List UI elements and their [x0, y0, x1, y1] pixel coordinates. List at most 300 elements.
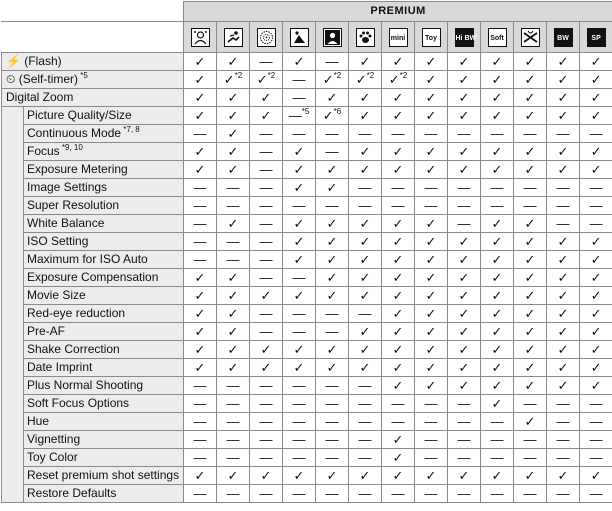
- row-label-text: Movie Size: [27, 288, 86, 302]
- cell-mark: —: [293, 72, 306, 87]
- cell-mark: —: [260, 234, 273, 249]
- mode-column-header: [382, 22, 415, 53]
- available-check: [283, 53, 316, 71]
- unavailable-dash: [283, 125, 316, 143]
- cell-mark: ✓: [492, 324, 503, 339]
- cell-mark: ✓: [360, 144, 371, 159]
- cell-mark: ✓: [294, 234, 305, 249]
- unavailable-dash: [481, 449, 514, 467]
- unavailable-dash: [415, 125, 448, 143]
- unavailable-dash: [448, 215, 481, 233]
- fireworks-icon: [257, 28, 276, 47]
- portrait-soft-icon: [191, 28, 210, 47]
- available-check: [316, 233, 349, 251]
- available-check: [382, 449, 415, 467]
- cell-mark: —: [326, 54, 339, 69]
- available-check: [580, 71, 612, 89]
- cell-mark: —: [557, 486, 570, 501]
- unavailable-dash: [250, 485, 283, 503]
- available-check: [250, 287, 283, 305]
- unavailable-dash: [448, 179, 481, 197]
- cell-mark: —: [326, 126, 339, 141]
- row-label-text: Exposure Metering: [27, 162, 128, 176]
- cell-mark: —: [557, 396, 570, 411]
- available-check: [547, 467, 580, 485]
- unavailable-dash: [283, 89, 316, 107]
- cell-mark: ✓: [426, 342, 437, 357]
- cell-mark: ✓: [393, 432, 404, 447]
- cell-mark: —: [326, 144, 339, 159]
- cell-mark: ✓: [294, 216, 305, 231]
- available-check: [349, 215, 382, 233]
- unavailable-dash: [514, 449, 547, 467]
- available-check: [514, 251, 547, 269]
- cell-mark: —: [326, 378, 339, 393]
- cell-mark: ✓: [426, 90, 437, 105]
- available-check: [217, 71, 250, 89]
- table-row: [2, 341, 612, 359]
- cell-mark: ✓: [327, 468, 338, 483]
- available-check: [580, 161, 612, 179]
- available-check: [514, 107, 547, 125]
- available-check: [382, 53, 415, 71]
- cell-mark: ✓: [393, 234, 404, 249]
- cell-mark: —: [491, 198, 504, 213]
- table-row: [2, 449, 612, 467]
- unavailable-dash: [382, 485, 415, 503]
- cell-mark: ✓: [426, 216, 437, 231]
- cell-mark: —: [194, 396, 207, 411]
- available-check: [580, 233, 612, 251]
- table-row: [2, 107, 612, 125]
- unavailable-dash: [250, 143, 283, 161]
- cell-mark: ✓: [525, 414, 536, 429]
- available-check: [415, 143, 448, 161]
- cell-mark: ✓: [195, 342, 206, 357]
- row-label-text: Digital Zoom: [6, 90, 73, 104]
- unavailable-dash: [250, 251, 283, 269]
- cell-mark: —: [260, 450, 273, 465]
- cell-mark: ✓: [492, 270, 503, 285]
- unavailable-dash: [481, 485, 514, 503]
- cell-mark: —: [260, 414, 273, 429]
- unavailable-dash: [184, 179, 217, 197]
- available-check: [349, 89, 382, 107]
- available-check: [283, 179, 316, 197]
- available-check: [448, 251, 481, 269]
- unavailable-dash: [316, 125, 349, 143]
- available-check: [580, 467, 612, 485]
- cell-mark: —: [425, 396, 438, 411]
- available-check: [481, 323, 514, 341]
- table-row: [2, 143, 612, 161]
- header-blank-corner: [2, 2, 184, 22]
- cell-mark: ✓: [525, 306, 536, 321]
- cell-mark: —: [260, 144, 273, 159]
- table-row: [2, 233, 612, 251]
- cell-mark: ✓: [426, 144, 437, 159]
- available-check: [283, 143, 316, 161]
- unavailable-dash: [217, 233, 250, 251]
- cell-mark: ✓: [327, 342, 338, 357]
- unavailable-dash: [250, 377, 283, 395]
- unavailable-dash: [448, 125, 481, 143]
- available-check: [382, 377, 415, 395]
- cell-mark: —: [260, 270, 273, 285]
- unavailable-dash: [316, 197, 349, 215]
- unavailable-dash: [184, 449, 217, 467]
- cell-mark: —: [260, 126, 273, 141]
- cell-mark: —: [359, 198, 372, 213]
- cell-mark: ✓: [360, 54, 371, 69]
- cell-mark: —: [326, 306, 339, 321]
- available-check: [580, 269, 612, 287]
- row-label: [2, 53, 184, 71]
- self-timer-icon: ⏲: [6, 72, 15, 86]
- cell-mark: —: [293, 126, 306, 141]
- unavailable-dash: [349, 449, 382, 467]
- cell-mark: ✓: [426, 288, 437, 303]
- cell-mark: ✓: [195, 72, 206, 87]
- row-label-text: Focus: [27, 144, 60, 158]
- table-row: [2, 215, 612, 233]
- available-check: [250, 341, 283, 359]
- available-check: [580, 323, 612, 341]
- row-label-text: (Flash): [24, 54, 61, 68]
- cell-mark: ✓: [261, 288, 272, 303]
- unavailable-dash: [580, 395, 612, 413]
- available-check: [349, 287, 382, 305]
- unavailable-dash: [415, 197, 448, 215]
- cell-mark: —: [326, 414, 339, 429]
- available-check: [217, 269, 250, 287]
- cell-mark: ✓: [393, 468, 404, 483]
- cell-mark: ✓: [525, 216, 536, 231]
- unavailable-dash: [481, 179, 514, 197]
- row-label-text: (Self-timer): [19, 72, 78, 86]
- available-check: [481, 233, 514, 251]
- cell-mark: ✓: [426, 324, 437, 339]
- sepia-icon: SP: [587, 28, 606, 47]
- available-check: [349, 341, 382, 359]
- available-check: [184, 143, 217, 161]
- unavailable-dash: [283, 485, 316, 503]
- mode-column-header: [415, 22, 448, 53]
- cell-mark: —: [326, 486, 339, 501]
- cell-mark: ✓: [360, 90, 371, 105]
- cell-mark: —: [392, 396, 405, 411]
- row-label: [24, 143, 184, 161]
- mode-column-header: [184, 22, 217, 53]
- mode-icon-row: [2, 22, 612, 53]
- unavailable-dash: [283, 71, 316, 89]
- high-contrast-bw-icon: Hi BW: [455, 28, 474, 47]
- available-check: [349, 71, 382, 89]
- available-check: [481, 71, 514, 89]
- cell-mark: ✓: [558, 468, 569, 483]
- cell-mark: ✓: [261, 342, 272, 357]
- cell-mark: —: [260, 396, 273, 411]
- cell-mark: —: [260, 252, 273, 267]
- available-check: [481, 467, 514, 485]
- unavailable-dash: [184, 125, 217, 143]
- unavailable-dash: [316, 377, 349, 395]
- cell-mark: —: [458, 414, 471, 429]
- cell-mark: ✓: [591, 234, 602, 249]
- cell-mark: ✓: [393, 162, 404, 177]
- row-footnote: *9, 10: [60, 143, 83, 152]
- available-check: [184, 341, 217, 359]
- table-row: [2, 395, 612, 413]
- cell-mark: ✓: [393, 144, 404, 159]
- unavailable-dash: [580, 215, 612, 233]
- cell-mark: ✓: [558, 324, 569, 339]
- cell-mark: ✓: [426, 72, 437, 87]
- unavailable-dash: [448, 197, 481, 215]
- available-check: [514, 305, 547, 323]
- unavailable-dash: [580, 431, 612, 449]
- cell-mark: ✓: [426, 378, 437, 393]
- available-check: [382, 269, 415, 287]
- unavailable-dash: [283, 269, 316, 287]
- cell-mark: ✓: [591, 378, 602, 393]
- cell-mark: ✓: [525, 108, 536, 123]
- unavailable-dash: [217, 413, 250, 431]
- unavailable-dash: [283, 431, 316, 449]
- available-check: [514, 233, 547, 251]
- available-check: [349, 269, 382, 287]
- available-check: [382, 305, 415, 323]
- unavailable-dash: [514, 125, 547, 143]
- cell-mark: ✓: [558, 234, 569, 249]
- available-check: [184, 161, 217, 179]
- unavailable-dash: [448, 395, 481, 413]
- cell-mark: —: [194, 198, 207, 213]
- premium-title: PREMIUM: [184, 2, 612, 22]
- cell-mark: ✓: [591, 270, 602, 285]
- table-row: [2, 161, 612, 179]
- table-row: [2, 53, 612, 71]
- available-check: [481, 287, 514, 305]
- available-check: [448, 143, 481, 161]
- cell-mark: ✓: [591, 252, 602, 267]
- cell-mark: ✓: [360, 270, 371, 285]
- available-check: [316, 89, 349, 107]
- cell-mark: —: [359, 378, 372, 393]
- cell-mark: ✓: [525, 270, 536, 285]
- unavailable-dash: [283, 413, 316, 431]
- unavailable-dash: [316, 53, 349, 71]
- unavailable-dash: [184, 377, 217, 395]
- cell-mark: —: [425, 126, 438, 141]
- cell-mark: —: [458, 216, 471, 231]
- row-label-text: Super Resolution: [27, 198, 119, 212]
- cell-mark: —: [194, 252, 207, 267]
- unavailable-dash: [250, 179, 283, 197]
- cell-mark: ✓: [323, 72, 334, 87]
- unavailable-dash: [250, 215, 283, 233]
- cell-mark: —: [227, 252, 240, 267]
- available-check: [415, 377, 448, 395]
- available-check: [415, 215, 448, 233]
- available-check: [448, 233, 481, 251]
- cell-mark: ✓: [591, 288, 602, 303]
- cell-mark: ✓: [492, 234, 503, 249]
- available-check: [382, 89, 415, 107]
- cell-mark: ✓: [525, 360, 536, 375]
- unavailable-dash: [448, 431, 481, 449]
- cell-mark: ✓: [426, 252, 437, 267]
- unavailable-dash: [382, 395, 415, 413]
- table-row: [2, 125, 612, 143]
- cell-mark: ✓: [459, 72, 470, 87]
- unavailable-dash: [514, 431, 547, 449]
- mode-column-header: [250, 22, 283, 53]
- available-check: [316, 179, 349, 197]
- available-check: [184, 53, 217, 71]
- available-check: [514, 377, 547, 395]
- available-check: [481, 359, 514, 377]
- cell-mark: ✓: [591, 342, 602, 357]
- available-check: [514, 341, 547, 359]
- cell-mark: ✓: [492, 288, 503, 303]
- row-label-text: Restore Defaults: [27, 486, 116, 500]
- cell-mark: —: [524, 180, 537, 195]
- cell-mark: ✓: [195, 468, 206, 483]
- cell-mark: ✓: [426, 54, 437, 69]
- available-check: [448, 161, 481, 179]
- flash-icon: ⚡: [6, 54, 21, 68]
- unavailable-dash: [283, 305, 316, 323]
- unavailable-dash: [481, 125, 514, 143]
- cell-mark: ✓: [195, 144, 206, 159]
- cell-mark: ✓: [360, 468, 371, 483]
- available-check: [184, 71, 217, 89]
- row-label: [24, 107, 184, 125]
- unavailable-dash: [514, 485, 547, 503]
- cell-mark: —: [260, 432, 273, 447]
- row-footnote: *5: [78, 71, 88, 80]
- cell-mark: —: [458, 450, 471, 465]
- available-check: [415, 251, 448, 269]
- cell-mark: —: [260, 324, 273, 339]
- available-check: [580, 287, 612, 305]
- cell-mark: —: [458, 126, 471, 141]
- available-check: [580, 89, 612, 107]
- cell-mark: —: [227, 486, 240, 501]
- available-check: [250, 107, 283, 125]
- cell-mark: —: [326, 432, 339, 447]
- row-label: [24, 431, 184, 449]
- available-check: [481, 89, 514, 107]
- cell-mark: ✓: [195, 108, 206, 123]
- table-row: [2, 359, 612, 377]
- unavailable-dash: [217, 377, 250, 395]
- available-check: [448, 359, 481, 377]
- cell-mark: ✓: [261, 468, 272, 483]
- available-check: [316, 287, 349, 305]
- cell-mark: —: [293, 306, 306, 321]
- cell-mark: ✓: [459, 90, 470, 105]
- available-check: [316, 359, 349, 377]
- cell-mark: —: [557, 216, 570, 231]
- cell-mark: —: [590, 216, 603, 231]
- cell-mark: ✓: [558, 54, 569, 69]
- row-label: [24, 359, 184, 377]
- available-check: [382, 287, 415, 305]
- cell-mark: ✓: [327, 270, 338, 285]
- available-check: [349, 323, 382, 341]
- available-check: [448, 323, 481, 341]
- cell-mark: ✓: [525, 324, 536, 339]
- cell-mark: ✓: [558, 252, 569, 267]
- available-check: [415, 71, 448, 89]
- cell-mark: ✓: [426, 468, 437, 483]
- available-check: [514, 287, 547, 305]
- row-label: [2, 89, 184, 107]
- cell-mark: ✓: [459, 252, 470, 267]
- cell-mark: —: [293, 432, 306, 447]
- cell-mark: ✓: [591, 108, 602, 123]
- cell-mark: ✓: [228, 216, 239, 231]
- unavailable-dash: [547, 431, 580, 449]
- row-label: [24, 161, 184, 179]
- unavailable-dash: [250, 323, 283, 341]
- cell-footnote: *6: [334, 107, 342, 116]
- cell-mark: —: [524, 432, 537, 447]
- unavailable-dash: [316, 431, 349, 449]
- cell-mark: ✓: [294, 162, 305, 177]
- cell-mark: ✓: [426, 306, 437, 321]
- available-check: [547, 143, 580, 161]
- cell-mark: ✓: [492, 162, 503, 177]
- cell-mark: —: [458, 198, 471, 213]
- available-check: [580, 359, 612, 377]
- available-check: [382, 107, 415, 125]
- unavailable-dash: [448, 449, 481, 467]
- cell-mark: ✓: [525, 90, 536, 105]
- available-check: [316, 107, 349, 125]
- row-label: [2, 71, 184, 89]
- available-check: [250, 89, 283, 107]
- cell-mark: ✓: [492, 468, 503, 483]
- unavailable-dash: [547, 125, 580, 143]
- available-check: [415, 323, 448, 341]
- cell-mark: ✓: [360, 108, 371, 123]
- cell-mark: ✓: [591, 468, 602, 483]
- unavailable-dash: [283, 197, 316, 215]
- row-label: [24, 215, 184, 233]
- cell-mark: —: [293, 486, 306, 501]
- cell-mark: ✓: [558, 90, 569, 105]
- unavailable-dash: [448, 485, 481, 503]
- unavailable-dash: [316, 323, 349, 341]
- available-check: [580, 341, 612, 359]
- table-row: [2, 179, 612, 197]
- unavailable-dash: [283, 377, 316, 395]
- cell-mark: —: [425, 180, 438, 195]
- unavailable-dash: [316, 413, 349, 431]
- cell-mark: ✓: [558, 270, 569, 285]
- available-check: [217, 215, 250, 233]
- available-check: [382, 215, 415, 233]
- available-check: [514, 413, 547, 431]
- cell-mark: —: [425, 432, 438, 447]
- cell-mark: —: [227, 432, 240, 447]
- available-check: [349, 143, 382, 161]
- cell-mark: ✓: [228, 468, 239, 483]
- unavailable-dash: [316, 305, 349, 323]
